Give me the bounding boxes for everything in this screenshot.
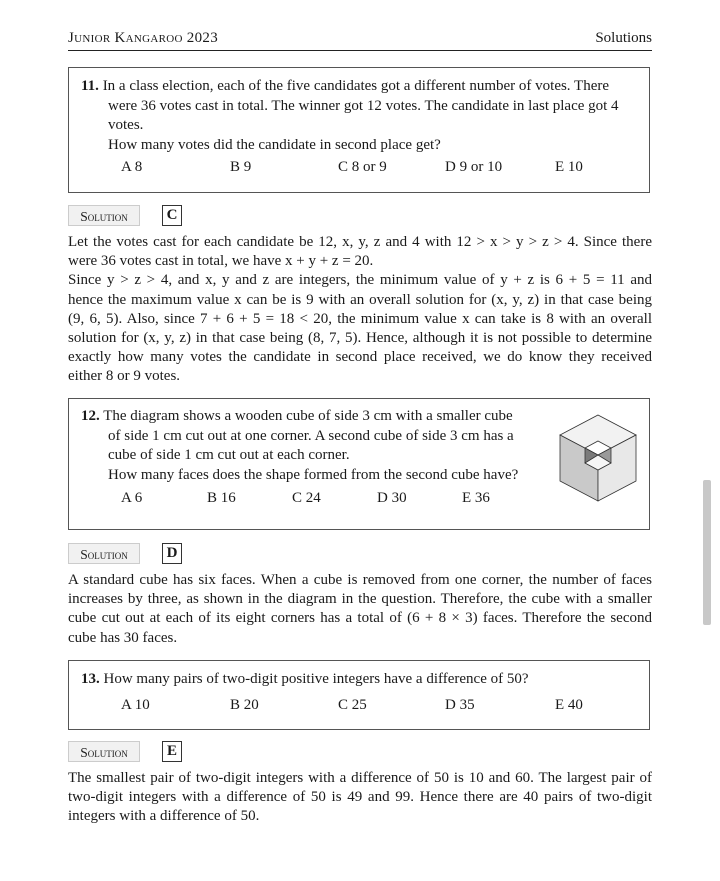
solution-line: Let the votes cast for each candidate be 12, x, y, z and 4 with 12 > x > y > z > 4. Since there — [68, 234, 652, 250]
option-b: B 9 — [230, 159, 252, 175]
question-11-number: 11. — [81, 78, 99, 94]
solution-line: The smallest pair of two-digit integers with a difference of 50 is 10 and 60. The largest pair of — [68, 770, 652, 786]
question-13-box — [68, 660, 650, 730]
solution-line: increases by three, as shown in the diagram in the question. Therefore, the cube with a smaller — [68, 591, 652, 608]
solution-line: solution for (x, y, z) in that case being (8, 7, 5). Hence, although it is not possible to determine — [68, 330, 652, 347]
question-12-number: 12. — [81, 408, 100, 424]
question-text-line: of side 1 cm cut out at one corner. A second cube of side 3 cm has a — [108, 427, 514, 444]
option-e: E 40 — [555, 697, 583, 713]
header-section: Solutions — [595, 30, 652, 46]
question-text-line: How many pairs of two-digit positive integers have a difference of 50? — [103, 671, 529, 687]
solution-answer: D — [162, 543, 182, 564]
page-header — [68, 30, 652, 51]
option-e: E 36 — [462, 490, 490, 506]
option-d: D 9 or 10 — [445, 159, 503, 175]
option-a: A 10 — [121, 697, 150, 713]
option-a: A 6 — [121, 490, 143, 506]
solution-line: integers with a difference of 50. — [68, 808, 260, 825]
solution-line: A standard cube has six faces. When a cube is removed from one corner, the number of faces — [68, 572, 652, 588]
solution-line: exactly how many votes the candidate in second place received, we do know they received — [68, 349, 652, 366]
option-d: D 30 — [377, 490, 407, 506]
option-c: C 8 or 9 — [338, 159, 387, 175]
solution-label: Solution — [68, 741, 140, 762]
solution-answer: E — [162, 741, 182, 762]
cube-diagram — [557, 413, 639, 503]
question-text-line: How many faces does the shape formed from the second cube have? — [108, 466, 519, 483]
solution-label: Solution — [68, 205, 140, 226]
question-12-text — [81, 407, 518, 485]
solution-answer: C — [162, 205, 182, 226]
solution-11-text — [68, 233, 652, 387]
header-title: Junior Kangaroo 2023 — [68, 30, 219, 46]
solution-line: cube cut out at each of its eight corners has a total of (6 + 8 × 3) faces. Therefore the second — [68, 610, 652, 627]
question-11-text — [81, 77, 619, 155]
option-c: C 25 — [338, 697, 367, 713]
question-text-line: In a class election, each of the five candidates got a different number of votes. There — [102, 78, 610, 94]
option-a: A 8 — [121, 159, 143, 175]
question-12-box — [68, 398, 650, 530]
solution-13-text — [68, 769, 652, 827]
scrollbar-thumb[interactable] — [703, 480, 711, 625]
solution-line: Since y > z > 4, and x, y and z are integers, the minimum value of y + z is 6 + 5 = 11 and — [68, 272, 652, 289]
question-text-line: The diagram shows a wooden cube of side 3 cm with a smaller cube — [103, 408, 513, 424]
solution-line: cube has 30 faces. — [68, 629, 178, 646]
solution-line: hence the maximum value x can be is 9 with an overall solution for (x, y, z) in that case being — [68, 291, 652, 308]
question-text-line: cube of side 1 cm cut out at each corner. — [108, 447, 350, 463]
question-13-text — [81, 670, 529, 690]
solution-label: Solution — [68, 543, 140, 564]
question-text-line: How many votes did the candidate in second place get? — [108, 136, 441, 153]
solution-line: either 8 or 9 votes. — [68, 368, 181, 385]
option-d: D 35 — [445, 697, 475, 713]
solution-line: two-digit integers with a difference of 50 is 49 and 99. Hence there are 40 pairs of two-digit — [68, 789, 652, 806]
option-b: B 16 — [207, 490, 236, 506]
solution-12-text — [68, 571, 652, 648]
question-11-box — [68, 67, 650, 193]
option-e: E 10 — [555, 159, 583, 175]
option-c: C 24 — [292, 490, 321, 506]
question-text-line: were 36 votes cast in total. The winner got 12 votes. The candidate in last place got 4 — [108, 97, 619, 114]
solution-line: were 36 votes cast in total, we have x + y + z = 20. — [68, 253, 374, 270]
solution-line: (9, 6, 5). Also, since 7 + 6 + 5 = 18 < 20, the minimum value x can take is 8 with an overall — [68, 310, 652, 327]
question-text-line: votes. — [108, 117, 144, 133]
option-b: B 20 — [230, 697, 259, 713]
question-13-number: 13. — [81, 671, 100, 687]
